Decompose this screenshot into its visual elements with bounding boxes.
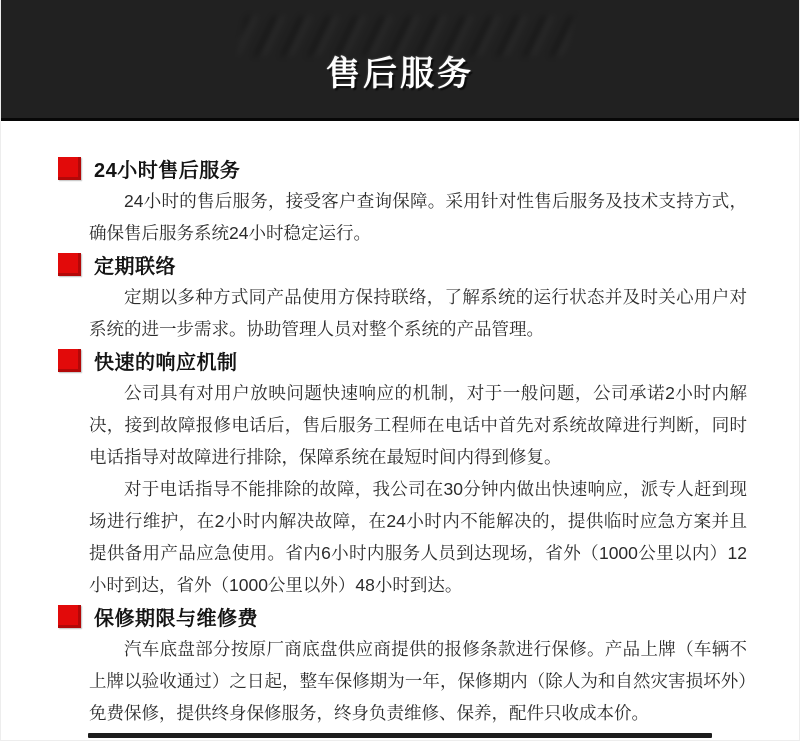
red-square-bullet-icon	[58, 157, 81, 180]
red-square-bullet-icon	[58, 253, 81, 276]
watermark-smudge	[237, 16, 576, 56]
section-heading: 保修期限与维修费	[94, 607, 258, 630]
section-heading-row	[58, 153, 747, 183]
section-warranty	[58, 601, 747, 729]
bottom-banner-edge	[88, 733, 712, 738]
section-regular-contact	[58, 249, 747, 345]
section-heading-row	[58, 249, 747, 279]
section-fast-response	[58, 345, 747, 601]
page-header-banner	[1, 0, 799, 121]
red-square-bullet-icon	[58, 349, 81, 372]
section-paragraph: 定期以多种方式同产品使用方保持联络，了解系统的运行状态并及时关心用户对系统的进一步需求。协助管理人员对整个系统的产品管理。	[89, 287, 747, 339]
service-content	[1, 121, 799, 729]
section-heading: 快速的响应机制	[94, 351, 238, 374]
section-paragraph: 24小时的售后服务，接受客户查询保障。采用针对性售后服务及技术支持方式，确保售后服务系统24小时稳定运行。	[89, 191, 747, 243]
section-heading-row	[58, 345, 747, 375]
section-heading: 定期联络	[94, 255, 176, 278]
red-square-bullet-icon	[58, 605, 81, 628]
section-heading-row	[58, 601, 747, 631]
section-24h-service	[58, 153, 747, 249]
section-paragraph: 汽车底盘部分按原厂商底盘供应商提供的报修条款进行保修。产品上牌（车辆不上牌以验收通过）之日起，整车保修期为一年，保修期内（除人为和自然灾害损坏外）免费保修，提供终身保修服务，终身负责维修、保养，配件只收成本价。	[89, 639, 747, 723]
page-title: 售后服务	[326, 54, 474, 93]
section-heading: 24小时售后服务	[94, 159, 241, 182]
section-paragraph: 公司具有对用户放映问题快速响应的机制，对于一般问题，公司承诺2小时内解决，接到故障报修电话后，售后服务工程师在电话中首先对系统故障进行判断，同时电话指导对故障进行排除，保障系统在最短时间内得到修复。	[89, 383, 747, 467]
section-paragraph: 对于电话指导不能排除的故障，我公司在30分钟内做出快速响应，派专人赶到现场进行维护，在2小时内解决故障，在24小时内不能解决的，提供临时应急方案并且提供备用产品应急使用。省内6小时内服务人员到达现场，省外（1000公里以内）12小时到达，省外（1000公里以外）48小时到达。	[89, 479, 747, 595]
